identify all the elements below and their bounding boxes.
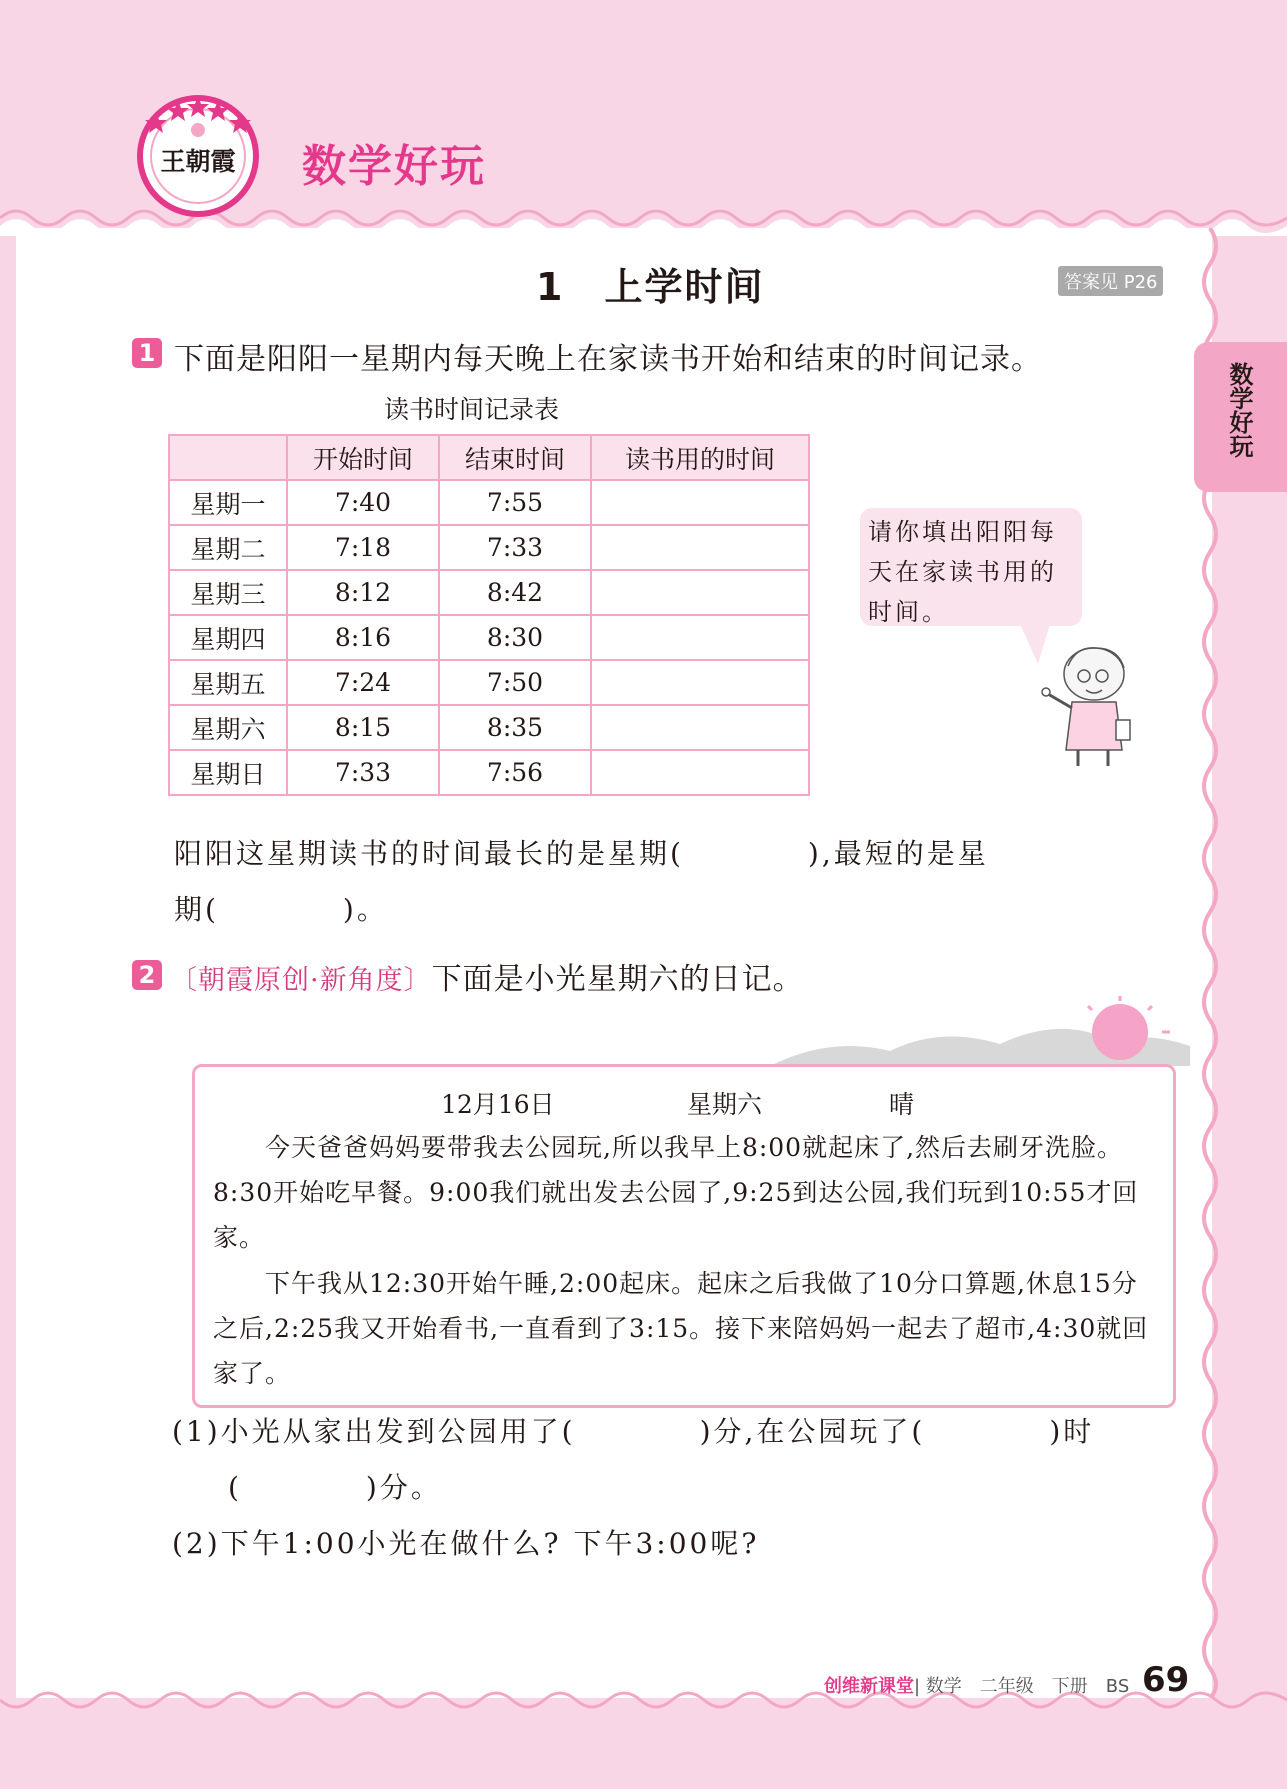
table-cell-start: 7:40 (287, 480, 439, 525)
question-2-sub-2: (2)下午1:00小光在做什么? 下午3:00呢? (172, 1527, 760, 1560)
table-row (169, 525, 809, 570)
table-header-row (169, 435, 809, 480)
table-cell-answer-blank[interactable] (591, 660, 809, 705)
question-1-fill-sentence-cont: 期( )。 (174, 893, 388, 926)
table-cell-day: 星期二 (169, 525, 287, 570)
table-cell-start: 7:33 (287, 750, 439, 795)
page-number: 69 (1142, 1660, 1190, 1700)
table-cell-end: 7:55 (439, 480, 591, 525)
table-cell-answer-blank[interactable] (591, 750, 809, 795)
question-1-number: 1 (132, 338, 162, 368)
table-row (169, 570, 809, 615)
hills-sun-decoration (770, 996, 1190, 1066)
table-cell-start: 7:18 (287, 525, 439, 570)
table-cell-end: 7:50 (439, 660, 591, 705)
table-row (169, 480, 809, 525)
diary-box (192, 1064, 1176, 1408)
footer-brand (824, 1672, 1129, 1698)
lesson-title: 1 上学时间 (536, 265, 765, 309)
side-tab-label: 数学好玩 (1225, 362, 1253, 458)
table-caption: 读书时间记录表 (384, 395, 560, 424)
table-cell-answer-blank[interactable] (591, 705, 809, 750)
question-2-sub-1-cont: ( )分。 (228, 1471, 442, 1504)
table-header-cell: 读书用的时间 (591, 435, 809, 480)
table-cell-day: 星期日 (169, 750, 287, 795)
table-cell-day: 星期四 (169, 615, 287, 660)
table-cell-answer-blank[interactable] (591, 480, 809, 525)
table-cell-end: 7:56 (439, 750, 591, 795)
section-title: 数学好玩 (302, 141, 486, 192)
table-row (169, 750, 809, 795)
reading-time-table (168, 434, 810, 796)
table-cell-start: 8:16 (287, 615, 439, 660)
diary-weekday: 星期六 (687, 1090, 763, 1119)
table-header-cell: 开始时间 (287, 435, 439, 480)
wang-zhaoxia-logo (136, 94, 260, 218)
table-cell-day: 星期六 (169, 705, 287, 750)
table-row (169, 615, 809, 660)
teacher-character-illustration (1036, 640, 1146, 770)
table-row (169, 660, 809, 705)
question-2-sub-1: (1)小光从家出发到公园用了( )分,在公园玩了( )时 (172, 1415, 1095, 1448)
table-header-cell (169, 435, 287, 480)
diary-weather: 晴 (889, 1090, 915, 1119)
table-cell-start: 7:24 (287, 660, 439, 705)
question-1-text: 下面是阳阳一星期内每天晚上在家读书开始和结束的时间记录。 (174, 342, 1042, 377)
logo-text: 王朝霞 (160, 147, 236, 176)
question-2-number: 2 (132, 960, 162, 990)
table-cell-start: 8:12 (287, 570, 439, 615)
footer-brand-name: 创维新课堂 (824, 1676, 914, 1697)
footer-book-info: | 数学 二年级 下册 BS (914, 1676, 1130, 1697)
table-cell-end: 7:33 (439, 525, 591, 570)
table-header-cell: 结束时间 (439, 435, 591, 480)
question-2-line (170, 954, 804, 998)
table-cell-day: 星期五 (169, 660, 287, 705)
table-row (169, 705, 809, 750)
diary-paragraph-1: 今天爸爸妈妈要带我去公园玩,所以我早上8:00就起床了,然后去刷牙洗脸。8:30开始吃早餐。9:00我们就出发去公园了,9:25到达公园,我们玩到10:55才回家。 (213, 1133, 1139, 1252)
table-cell-day: 星期三 (169, 570, 287, 615)
question-2-tag: 〔朝霞原创·新角度〕 (170, 965, 432, 996)
question-2-text: 下面是小光星期六的日记。 (431, 962, 804, 997)
speech-bubble-text: 请你填出阳阳每天在家读书用的时间。 (868, 518, 1057, 626)
diary-paragraph-2: 下午我从12:30开始午睡,2:00起床。起床之后我做了10分口算题,休息15分之后,2:25我又开始看书,一直看到了3:15。接下来陪妈妈一起去了超市,4:30就回家了。 (213, 1269, 1149, 1388)
table-cell-end: 8:42 (439, 570, 591, 615)
table-cell-answer-blank[interactable] (591, 525, 809, 570)
table-cell-answer-blank[interactable] (591, 615, 809, 660)
diary-date: 12月16日 (441, 1090, 555, 1119)
table-cell-day: 星期一 (169, 480, 287, 525)
table-cell-start: 8:15 (287, 705, 439, 750)
table-cell-answer-blank[interactable] (591, 570, 809, 615)
table-cell-end: 8:30 (439, 615, 591, 660)
table-cell-end: 8:35 (439, 705, 591, 750)
question-1-fill-sentence: 阳阳这星期读书的时间最长的是星期( ),最短的是星 (174, 837, 989, 870)
side-tab (1194, 342, 1287, 492)
answer-reference-badge: 答案见 P26 (1058, 266, 1163, 296)
